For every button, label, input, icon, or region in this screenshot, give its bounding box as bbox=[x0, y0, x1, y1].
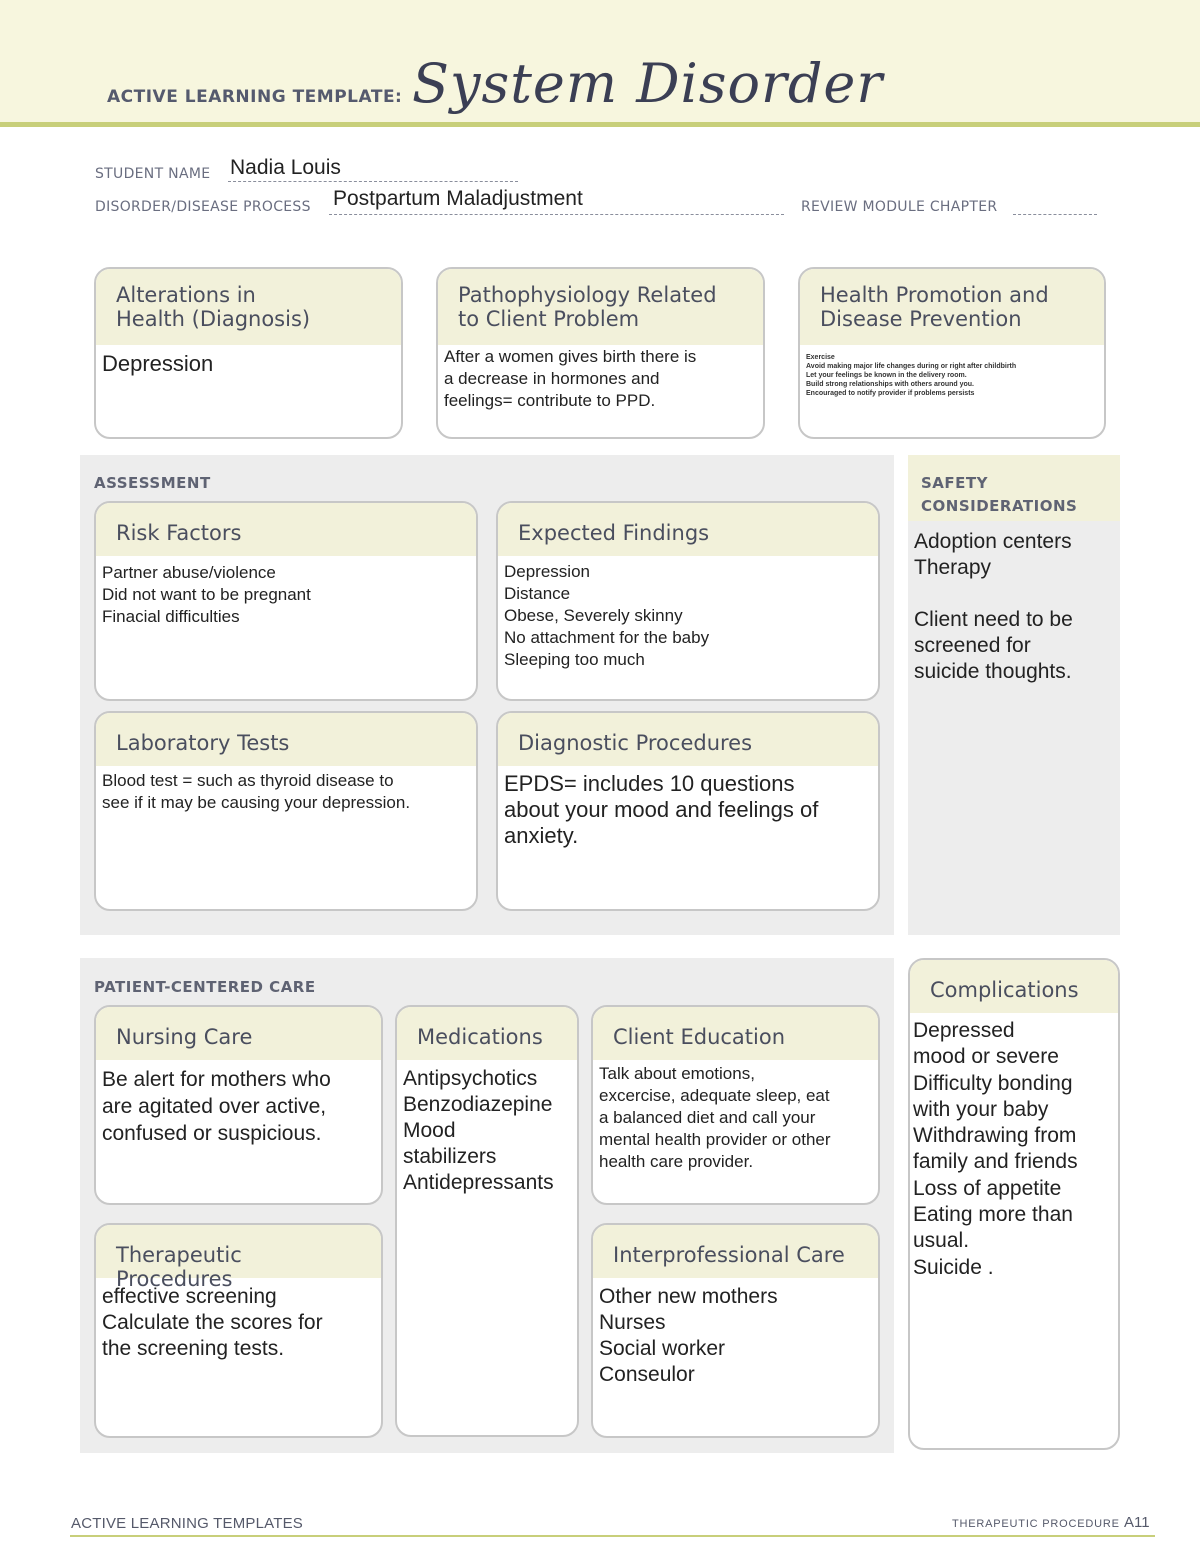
patient-centered-care-label: PATIENT-CENTERED CARE bbox=[94, 978, 316, 996]
safety-considerations-label: SAFETY CONSIDERATIONS bbox=[908, 455, 1120, 521]
disorder-label: DISORDER/DISEASE PROCESS bbox=[95, 199, 311, 215]
risk-factors-body[interactable]: Partner abuse/violence Did not want to be pregnant Finacial difficulties bbox=[102, 563, 311, 626]
medications-title: Medications bbox=[397, 1007, 577, 1060]
pathophysiology-card bbox=[436, 267, 765, 439]
pathophysiology-title: Pathophysiology Related to Client Problem bbox=[438, 269, 763, 345]
client-education-title: Client Education bbox=[593, 1007, 878, 1060]
risk-factors-card bbox=[94, 501, 478, 701]
student-name-label: STUDENT NAME bbox=[95, 166, 211, 182]
complications-body[interactable]: Depressed mood or severe Difficulty bonding with your baby Withdrawing from family and friends Loss of appetite Eating more than usual. Suicide . bbox=[913, 1019, 1078, 1279]
disorder-field[interactable]: Postpartum Maladjustment bbox=[333, 187, 583, 210]
laboratory-tests-body[interactable]: Blood test = such as thyroid disease to see if it may be causing your depression. bbox=[102, 771, 411, 812]
expected-findings-body[interactable]: Depression Distance Obese, Severely skinny No attachment for the baby Sleeping too much bbox=[504, 562, 710, 669]
alterations-body[interactable]: Depression bbox=[102, 351, 214, 376]
medications-body[interactable]: Antipsychotics Benzodiazepine Mood stabilizers Antidepressants bbox=[403, 1067, 554, 1194]
complications-title: Complications bbox=[910, 960, 1118, 1013]
interprofessional-care-card bbox=[591, 1223, 880, 1438]
therapeutic-procedures-body[interactable]: effective screening Calculate the scores for the screening tests. bbox=[102, 1285, 323, 1360]
laboratory-tests-title: Laboratory Tests bbox=[96, 713, 476, 766]
header-divider bbox=[0, 122, 1200, 127]
health-promotion-title: Health Promotion and Disease Prevention bbox=[800, 269, 1104, 345]
health-promotion-body[interactable]: Exercise Avoid making major life changes during or right after childbirth Let your feelings be known in the delivery room. Build strong relationships with others around you. Encouraged to notify provider if problems persists bbox=[806, 354, 1017, 397]
diagnostic-procedures-title: Diagnostic Procedures bbox=[498, 713, 878, 766]
alterations-card bbox=[94, 267, 403, 439]
interprofessional-care-title: Interprofessional Care bbox=[593, 1225, 878, 1278]
interprofessional-care-body[interactable]: Other new mothers Nurses Social worker Conseulor bbox=[599, 1285, 778, 1386]
expected-findings-title: Expected Findings bbox=[498, 503, 878, 556]
student-name-field[interactable]: Nadia Louis bbox=[230, 156, 341, 179]
complications-card bbox=[908, 958, 1120, 1450]
safety-considerations-body[interactable]: Adoption centers Therapy Client need to be screened for suicide thoughts. bbox=[914, 530, 1073, 683]
client-education-body[interactable]: Talk about emotions, excercise, adequate sleep, eat a balanced diet and call your mental health provider or other health care provider. bbox=[599, 1064, 831, 1171]
therapeutic-procedures-card bbox=[94, 1223, 383, 1438]
footer-page-number: A11 bbox=[1124, 1514, 1150, 1531]
expected-findings-card bbox=[496, 501, 880, 701]
alterations-title: Alterations in Health (Diagnosis) bbox=[96, 269, 401, 345]
nursing-care-title: Nursing Care bbox=[96, 1007, 381, 1060]
assessment-label: ASSESSMENT bbox=[94, 474, 211, 492]
risk-factors-title: Risk Factors bbox=[96, 503, 476, 556]
therapeutic-procedures-title: Therapeutic Procedures bbox=[96, 1225, 381, 1278]
health-promotion-card bbox=[798, 267, 1106, 439]
medications-card bbox=[395, 1005, 579, 1437]
template-title: System Disorder bbox=[412, 52, 884, 115]
review-module-label: REVIEW MODULE CHAPTER bbox=[801, 199, 998, 215]
laboratory-tests-card bbox=[94, 711, 478, 911]
safety-considerations-panel bbox=[908, 455, 1120, 935]
footer-divider bbox=[70, 1535, 1155, 1537]
nursing-care-card bbox=[94, 1005, 383, 1205]
review-module-field[interactable] bbox=[1013, 193, 1097, 215]
pathophysiology-body[interactable]: After a women gives birth there is a decrease in hormones and feelings= contribute to PPD. bbox=[444, 347, 697, 410]
template-label: ACTIVE LEARNING TEMPLATE: bbox=[107, 87, 403, 107]
nursing-care-body[interactable]: Be alert for mothers who are agitated over active, confused or suspicious. bbox=[102, 1068, 331, 1145]
diagnostic-procedures-body[interactable]: EPDS= includes 10 questions about your mood and feelings of anxiety. bbox=[504, 771, 819, 848]
client-education-card bbox=[591, 1005, 880, 1205]
footer-templates-label: ACTIVE LEARNING TEMPLATES bbox=[71, 1515, 303, 1532]
diagnostic-procedures-card bbox=[496, 711, 880, 911]
footer-category-label: THERAPEUTIC PROCEDURE bbox=[952, 1518, 1120, 1530]
